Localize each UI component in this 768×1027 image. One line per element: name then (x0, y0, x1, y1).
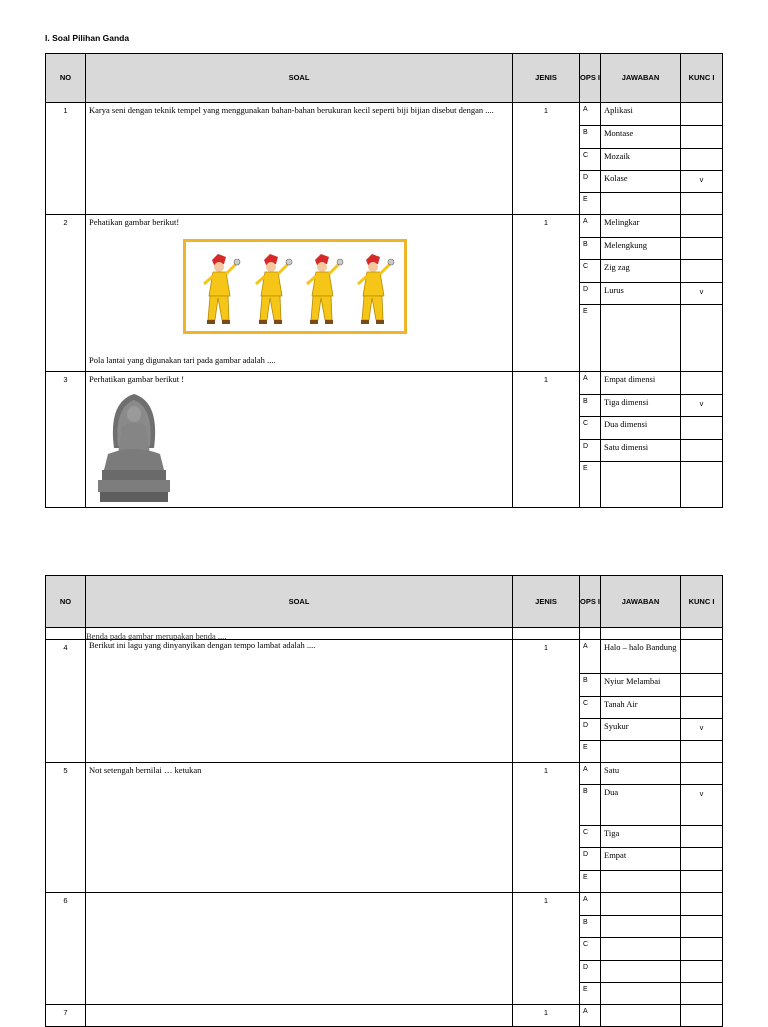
option-letter: C (580, 260, 601, 283)
question-type: 1 (543, 643, 549, 652)
header-jawaban: JAWABAN (601, 576, 681, 628)
option-letter: A (580, 103, 601, 126)
question-text: Not setengah bernilai … ketukan (86, 763, 513, 893)
answer-key: v (681, 395, 723, 417)
option-answer: Satu dimensi (601, 440, 681, 462)
question-table-1 (45, 53, 723, 508)
question-text: Pehatikan gambar berikut! (89, 217, 180, 227)
question-number: 2 (63, 218, 68, 227)
option-answer (601, 916, 681, 938)
question-row (46, 1005, 723, 1027)
answer-key (681, 462, 723, 508)
question-number: 4 (63, 643, 68, 652)
option-answer: Satu (601, 763, 681, 785)
answer-key (681, 763, 723, 785)
option-answer: Nyiur Melambai (601, 674, 681, 697)
option-answer (601, 193, 681, 215)
option-answer: Empat dimensi (601, 372, 681, 395)
option-letter: D (580, 171, 601, 193)
question-number: 1 (63, 106, 68, 115)
option-letter: B (580, 238, 601, 260)
option-letter: D (580, 848, 601, 871)
option-answer: Dua (601, 785, 681, 826)
answer-key (681, 305, 723, 372)
option-answer: Mozaik (601, 149, 681, 171)
option-letter: D (580, 961, 601, 983)
header-soal: SOAL (86, 54, 513, 103)
option-answer (601, 871, 681, 893)
option-answer (601, 305, 681, 372)
answer-key (681, 871, 723, 893)
dancer-figure (352, 252, 396, 330)
option-answer: Tiga (601, 826, 681, 848)
option-answer: Kolase (601, 171, 681, 193)
question-number: 7 (63, 1008, 68, 1017)
header-jenis: JENIS (513, 576, 580, 628)
option-letter: B (580, 785, 601, 826)
option-letter: B (580, 395, 601, 417)
header-opsi: OPS I (580, 576, 601, 628)
question-type: 1 (543, 106, 549, 115)
question-text-2: Pola lantai yang digunakan tari pada gambar adalah .... (89, 355, 276, 365)
option-answer: Empat (601, 848, 681, 871)
answer-key (681, 674, 723, 697)
answer-key (681, 149, 723, 171)
dance-formation-image (183, 239, 407, 334)
question-cell (86, 372, 513, 508)
option-answer: Aplikasi (601, 103, 681, 126)
answer-key (681, 103, 723, 126)
question-text: Karya seni dengan teknik tempel yang menggunakan bahan-bahan berukuran kecil seperti biji bijian disebut dengan .... (86, 103, 513, 215)
option-letter: D (580, 719, 601, 741)
question-number: 3 (63, 375, 68, 384)
option-letter: C (580, 149, 601, 171)
option-answer: Melingkar (601, 215, 681, 238)
answer-key (681, 238, 723, 260)
dancer-figure (301, 252, 345, 330)
answer-key: v (681, 171, 723, 193)
table-header-row (46, 576, 723, 628)
answer-key: v (681, 283, 723, 305)
option-letter: A (580, 640, 601, 674)
option-letter: E (580, 305, 601, 372)
answer-key (681, 440, 723, 462)
option-answer: Lurus (601, 283, 681, 305)
option-letter: C (580, 938, 601, 961)
answer-key (681, 741, 723, 763)
answer-key (681, 893, 723, 916)
header-kunci: KUNC I (681, 576, 723, 628)
answer-key (681, 826, 723, 848)
answer-key (681, 372, 723, 395)
question-type: 1 (543, 375, 549, 384)
option-answer: Tiga dimensi (601, 395, 681, 417)
option-letter: A (580, 763, 601, 785)
header-kunci: KUNC I (681, 54, 723, 103)
option-letter: A (580, 1005, 601, 1027)
option-letter: B (580, 126, 601, 149)
question-text (86, 893, 513, 1005)
answer-key (681, 697, 723, 719)
option-answer (601, 961, 681, 983)
option-letter: E (580, 871, 601, 893)
answer-key (681, 215, 723, 238)
header-jenis: JENIS (513, 54, 580, 103)
option-answer (601, 893, 681, 916)
header-no: NO (46, 54, 86, 103)
option-letter: B (580, 916, 601, 938)
option-letter: E (580, 741, 601, 763)
question-type: 1 (543, 218, 549, 227)
dancer-figure (250, 252, 294, 330)
option-letter: A (580, 372, 601, 395)
question-type: 1 (543, 896, 549, 905)
option-letter: B (580, 674, 601, 697)
table-header-row (46, 54, 723, 103)
question-type: 1 (543, 766, 549, 775)
question-type: 1 (543, 1008, 549, 1017)
question-text: Perhatikan gambar berikut ! (89, 374, 185, 384)
question-table-2 (45, 575, 723, 1027)
option-answer (601, 741, 681, 763)
answer-key (681, 848, 723, 871)
question-row (46, 640, 723, 674)
answer-key: v (681, 785, 723, 826)
question-row (46, 372, 723, 395)
answer-key (681, 640, 723, 674)
overlapping-text: Benda pada gambar merupakan benda .... (86, 631, 227, 641)
header-no: NO (46, 576, 86, 628)
answer-key (681, 983, 723, 1005)
header-jawaban: JAWABAN (601, 54, 681, 103)
question-row (46, 893, 723, 916)
option-answer (601, 938, 681, 961)
question-row (46, 215, 723, 238)
option-answer: Dua dimensi (601, 417, 681, 440)
option-letter: D (580, 440, 601, 462)
option-letter: C (580, 826, 601, 848)
question-number: 5 (63, 766, 68, 775)
option-letter: C (580, 697, 601, 719)
question-cell (86, 631, 513, 763)
option-letter: D (580, 283, 601, 305)
answer-key (681, 938, 723, 961)
option-answer (601, 462, 681, 508)
buddha-statue-image (94, 388, 174, 504)
answer-key (681, 916, 723, 938)
question-row (46, 103, 723, 126)
option-letter: A (580, 893, 601, 916)
answer-key: v (681, 719, 723, 741)
answer-key (681, 126, 723, 149)
answer-key (681, 961, 723, 983)
answer-key (681, 260, 723, 283)
dancer-figure (198, 252, 242, 330)
option-letter: E (580, 462, 601, 508)
header-opsi: OPS I (580, 54, 601, 103)
section-title: I. Soal Pilihan Ganda (45, 33, 130, 43)
option-letter: A (580, 215, 601, 238)
answer-key (681, 417, 723, 440)
question-row (46, 763, 723, 785)
question-number: 6 (63, 896, 68, 905)
option-letter: C (580, 417, 601, 440)
option-answer: Halo – halo Bandung (601, 640, 681, 674)
answer-key (681, 193, 723, 215)
option-answer: Syukur (601, 719, 681, 741)
question-text: Berikut ini lagu yang dinyanyikan dengan tempo lambat adalah .... (89, 640, 316, 650)
option-answer: Melengkung (601, 238, 681, 260)
header-soal: SOAL (86, 576, 513, 628)
option-answer: Tanah Air (601, 697, 681, 719)
option-letter: E (580, 983, 601, 1005)
option-answer: Zig zag (601, 260, 681, 283)
question-cell (86, 215, 513, 372)
option-answer: Montase (601, 126, 681, 149)
option-letter: E (580, 193, 601, 215)
option-answer (601, 983, 681, 1005)
